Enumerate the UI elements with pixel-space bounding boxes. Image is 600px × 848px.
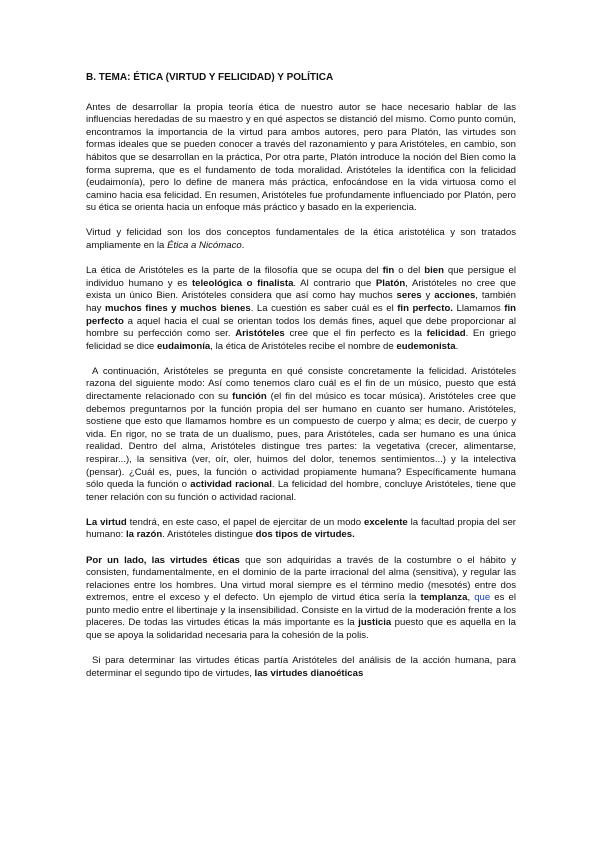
document-body bbox=[86, 72, 516, 693]
paragraph-dianoetic-virtues: Si para determinar las virtudes éticas partía Aristóteles del análisis de la acción humana, para determinar el segundo tipo de virtudes, las virtudes dianoéticas bbox=[86, 655, 516, 679]
paragraph-happiness-function: A continuación, Aristóteles se pregunta en qué consiste concretamente la felicidad. Aristóteles razona del siguiente modo: Así como tenemos claro cuál es el fin de un músico, puesto que está directamente relacionado con su función (el fin del músico es tocar música). Aristóteles cree que debemos preguntarnos por la función propia del ser humano en cuanto ser humano. Aristóteles, sostiene que esto que llamamos hombre es un compuesto de cuerpo y alma; es decir, de cuerpo y vida. En rigor, no se trata de un dualismo, pues, para Aristóteles, cada ser humano es una única realidad. Dentro del alma, Aristóteles distingue tres partes: la vegetativa (crecer, alimentarse, respirar...), la sensitiva (ver, oír, oler, huimos del dolor, tenemos sentimientos...) y la intelectiva (pensar). ¿Cuál es, pues, la función o actividad propiamente humana? Específicamente humana sólo queda la función o actividad racional. La felicidad del hombre, concluye Aristóteles, tiene que tener relación con su función o actividad racional. bbox=[86, 365, 517, 503]
work-title: Ética a Nicómaco bbox=[167, 240, 242, 252]
paragraph-ethical-virtues: Por un lado, las virtudes éticas que son adquiridas a través de la costumbre o el hábito y consisten, fundamentalmente, en el dominio de la parte irracional del alma (sensitiva), y regular las relaciones entre los hombres. Una virtud moral siempre es el término medio (mesotés) entre dos extremos, entre el exceso y el defecto. Un ejemplo de virtud ética sería la templanza, que es el punto medio entre el libertinaje y la insensibilidad. Consiste en la virtud de la moderación frente a los placeres. De todas las virtudes éticas la más importante es la justicia puesto que es aquella en la que se apoya la solidaridad necesaria para la cohesión de la polis. bbox=[86, 554, 516, 642]
paragraph-influences: Antes de desarrollar la propia teoría ética de nuestro autor se hace necesario hablar de las influencias heredadas de su maestro y en qué aspectos se distanció del mismo. Como punto común, encontramos la importancia de la virtud para ambos autores, pero para Platón, las virtudes son formas ideales que se pueden conocer a través del razonamiento y para Aristóteles, en cambio, son hábitos que se desarrollan en la práctica, Por otra parte, Platón introduce la noción del Bien como la forma suprema, que es el fundamento de toda moralidad. Aristóteles la identifica con la felicidad (eudaimonía), pero lo define de manera más práctica, enfocándose en la vida virtuosa como el camino hacia esa felicidad. En resumen, Aristóteles fue profundamente influenciado por Platón, pero su ética se orienta hacia un enfoque más práctico y basado en la experiencia. bbox=[86, 101, 516, 214]
paragraph-teleology: La ética de Aristóteles es la parte de la filosofía que se ocupa del fin o del bien que persigue el individuo humano y es teleológica o finalista. Al contrario que Platón, Aristóteles no cree que exista un único Bien. Aristóteles considera que así como hay muchos seres y acciones, también hay muchos fines y muchos bienes. La cuestión es saber cuál es el fin perfecto. Llamamos fin perfecto a aquel hacia el cual se orientan todos los demás fines, aquel que debe proporcionar al hombre su perfección como ser. Aristóteles cree que el fin perfecto es la felicidad. En griego felicidad se dice eudaimonía, la ética de Aristóteles recibe el nombre de eudemonista. bbox=[86, 265, 517, 352]
paragraph-virtue-happiness: Virtud y felicidad son los dos conceptos fundamentales de la ética aristotélica y son tratados ampliamente en la Ética a Nicómaco. bbox=[86, 227, 516, 252]
section-title: B. TEMA: ÉTICA (VIRTUD Y FELICIDAD) Y POLÍTICA bbox=[86, 72, 334, 83]
paragraph-virtue: La virtud tendrá, en este caso, el papel de ejercitar de un modo excelente la facultad propia del ser humano: la razón. Aristóteles distingue dos tipos de virtudes. bbox=[86, 516, 516, 541]
highlighted-word: que bbox=[474, 592, 491, 604]
